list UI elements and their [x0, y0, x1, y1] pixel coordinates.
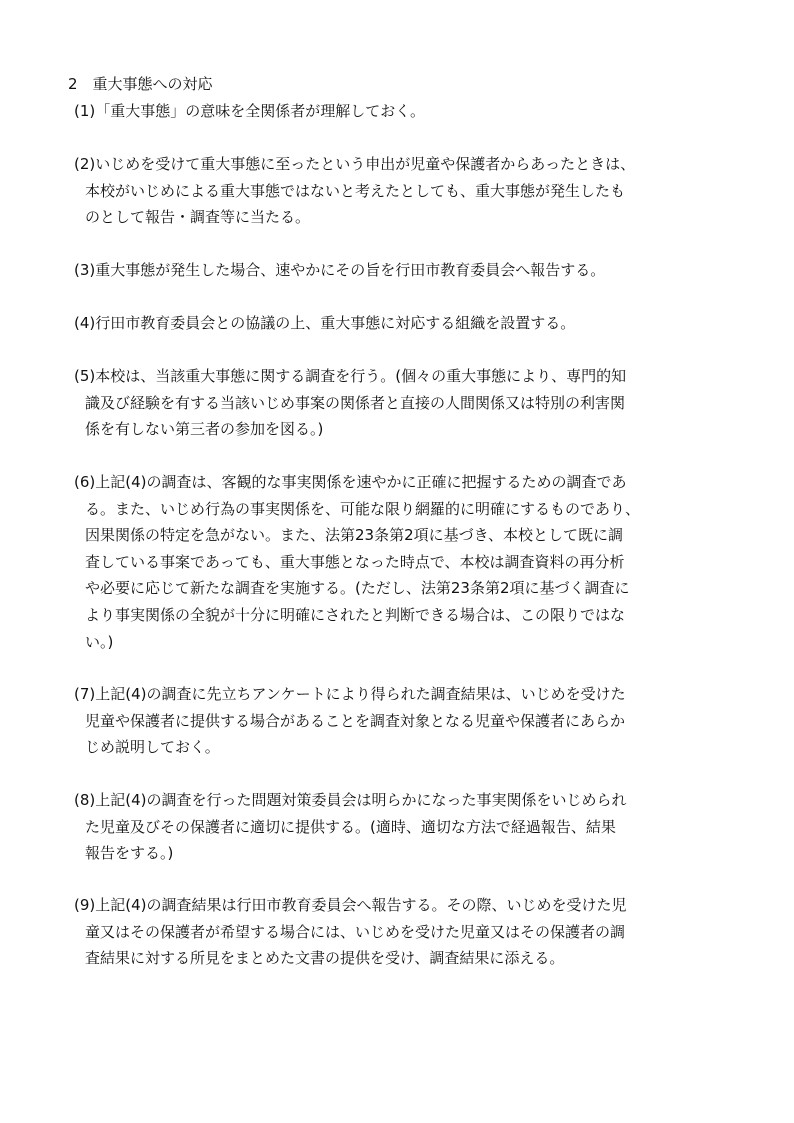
item-6-line-7: い。) [85, 632, 114, 651]
item-9-line-2: 童又はその保護者が希望する場合には、いじめを受けた児童又はその保護者の調 [85, 922, 626, 941]
item-9-line-3: 査結果に対する所見をまとめた文書の提供を受け、調査結果に添える。 [85, 949, 565, 968]
item-5-line-1: (5)本校は、当該重大事態に関する調査を行う。(個々の重大事態により、専門的知 [74, 367, 627, 385]
item-3-line-1: (3)重大事態が発生した場合、速やかにその旨を行田市教育委員会へ報告する。 [74, 261, 606, 279]
item-2-line-3: のとして報告・調査等に当たる。 [85, 208, 311, 227]
item-5-line-3: 係を有しない第三者の参加を図る。) [85, 420, 324, 439]
item-6-line-5: や必要に応じて新たな調査を実施する。(ただし、法第23条第2項に基づく調査に [85, 579, 630, 598]
list-item-7 [74, 681, 734, 761]
list-item-1 [74, 98, 734, 125]
item-1-line-1: (1)「重大事態」の意味を全関係者が理解しておく。 [74, 102, 425, 120]
section-heading: 2 重大事態への対応 [68, 75, 213, 93]
item-6-line-1: (6)上記(4)の調査は、客観的な事実関係を速やかに正確に把握するための調査であ [74, 473, 627, 491]
item-7-line-1: (7)上記(4)の調査に先立ちアンケートにより得られた調査結果は、いじめを受けた [74, 685, 626, 703]
list-item-4 [74, 310, 734, 337]
item-5-line-2: 識及び経験を有する当該いじめ事案の関係者と直接の人間関係又は特別の利害関 [85, 393, 626, 412]
item-8-line-1: (8)上記(4)の調査を行った問題対策委員会は明らかになった事実関係をいじめられ [74, 791, 627, 809]
item-7-line-3: じめ説明しておく。 [85, 738, 220, 757]
item-8-line-2: た児童及びその保護者に適切に提供する。(適時、適切な方法で経過報告、結果 [85, 817, 616, 836]
list-item-2 [74, 151, 734, 231]
item-8-line-3: 報告をする。) [85, 844, 174, 863]
list-item-6 [74, 469, 734, 655]
list-item-9 [74, 892, 734, 972]
list-item-3 [74, 257, 734, 284]
item-2-line-2: 本校がいじめによる重大事態ではないと考えたとしても、重大事態が発生したも [85, 181, 626, 200]
item-2-line-1: (2)いじめを受けて重大事態に至ったという申出が児童や保護者からあったときは、 [74, 155, 636, 173]
item-6-line-3: 因果関係の特定を急がない。また、法第23条第2項に基づき、本校として既に調 [85, 526, 624, 545]
item-4-line-1: (4)行田市教育委員会との協議の上、重大事態に対応する組織を設置する。 [74, 314, 576, 332]
item-9-line-1: (9)上記(4)の調査結果は行田市教育委員会へ報告する。その際、いじめを受けた児 [74, 896, 627, 914]
list-item-5 [74, 363, 734, 443]
item-6-line-2: る。また、いじめ行為の事実関係を、可能な限り網羅的に明確にするものであり、 [85, 499, 641, 518]
item-6-line-4: 査している事案であっても、重大事態となった時点で、本校は調査資料の再分析 [85, 552, 625, 571]
item-6-line-6: より事実関係の全貌が十分に明確にされたと判断できる場合は、この限りではな [85, 605, 626, 624]
item-7-line-2: 児童や保護者に提供する場合があることを調査対象となる児童や保護者にあらか [85, 711, 626, 730]
list-item-8 [74, 787, 734, 867]
